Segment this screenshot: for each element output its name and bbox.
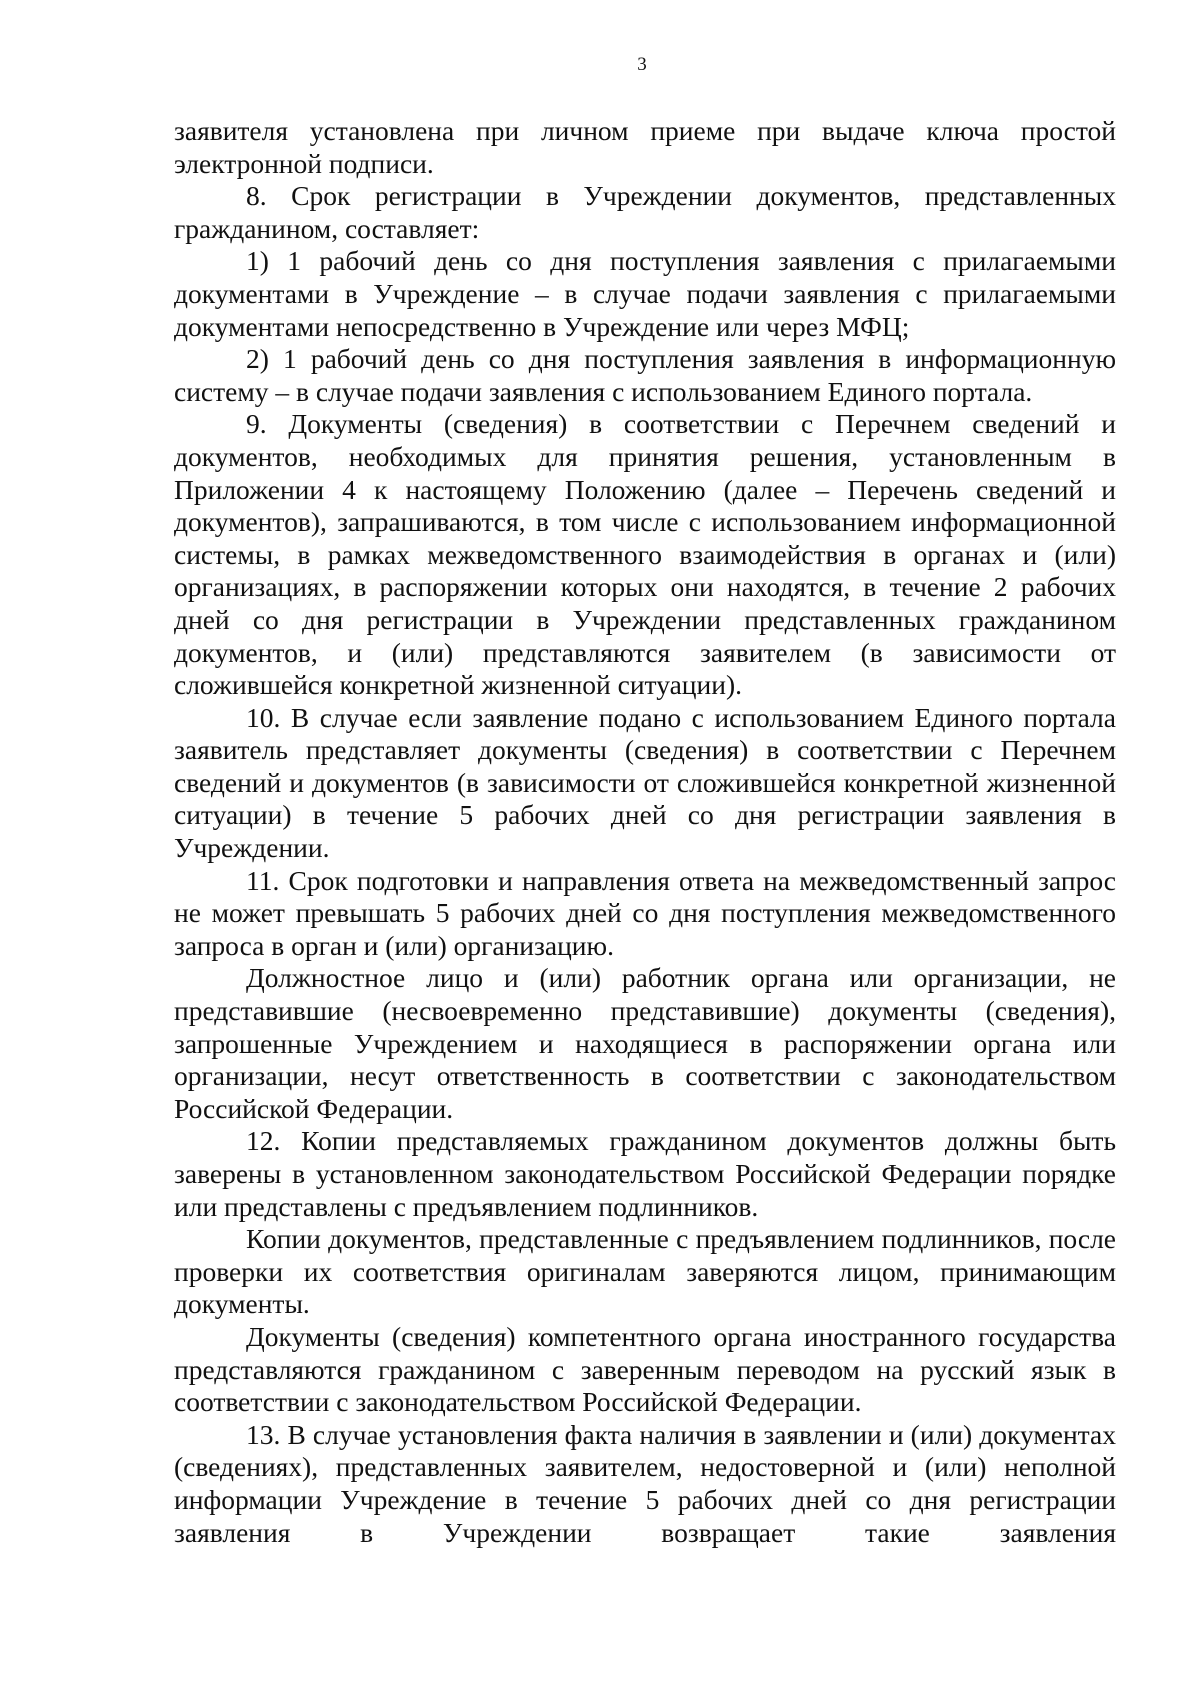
paragraph-subitem-2: 2) 1 рабочий день со дня поступления заявления в информационную систему – в случае подачи заявления с использованием Единого портала. [174, 343, 1116, 407]
page-number: 3 [637, 54, 647, 75]
paragraph-item-13: 13. В случае установления факта наличия в заявлении и (или) документах (сведениях), представленных заявителем, недостоверной и (или) неполной информации Учреждение в течение 5 рабочих дней со дня регистрации заявления в Учреждении возвращает такие заявления [174, 1418, 1116, 1548]
paragraph-item-10: 10. В случае если заявление подано с использованием Единого портала заявитель представляет документы (сведения) в соответствии с Перечнем сведений и документов (в зависимости от сложившейся конкретной жизненной ситуации) в течение 5 рабочих дней со дня регистрации заявления в Учреждении. [174, 701, 1116, 864]
paragraph-subitem-1: 1) 1 рабочий день со дня поступления заявления с прилагаемыми документами в Учреждение – в случае подачи заявления с прилагаемыми документами непосредственно в Учреждение или через МФЦ; [174, 245, 1116, 342]
document-body [174, 115, 1116, 1549]
paragraph-item-12: 12. Копии представляемых гражданином документов должны быть заверены в установленном законодательством Российской Федерации порядке или представлены с предъявлением подлинников. [174, 1125, 1116, 1222]
paragraph-item-8: 8. Срок регистрации в Учреждении документов, представленных гражданином, составляет: [174, 180, 1116, 244]
paragraph-item-9: 9. Документы (сведения) в соответствии с Перечнем сведений и документов, необходимых для принятия решения, установленным в Приложении 4 к настоящему Положению (далее – Перечень сведений и документов), запрашиваются, в том числе с использованием информационной системы, в рамках межведомственного взаимодействия в органах и (или) организациях, в распоряжении которых они находятся, в течение 2 рабочих дней со дня регистрации в Учреждении представленных гражданином документов, и (или) представляются заявителем (в зависимости от сложившейся конкретной жизненной ситуации). [174, 408, 1116, 701]
paragraph-responsibility: Должностное лицо и (или) работник органа или организации, не представившие (несвоевременно представившие) документы (сведения), запрошенные Учреждением и находящиеся в распоряжении органа или организации, несут ответственность в соответствии с законодательством Российской Федерации. [174, 962, 1116, 1124]
paragraph-foreign-documents: Документы (сведения) компетентного органа иностранного государства представляются гражданином с заверенным переводом на русский язык в соответствии с законодательством Российской Федерации. [174, 1320, 1116, 1418]
paragraph-item-11: 11. Срок подготовки и направления ответа на межведомственный запрос не может превышать 5 рабочих дней со дня поступления межведомственного запроса в орган и (или) организацию. [174, 864, 1116, 961]
paragraph-continuation: заявителя установлена при личном приеме при выдаче ключа простой электронной подписи. [174, 115, 1116, 179]
paragraph-copies: Копии документов, представленные с предъявлением подлинников, после проверки их соответствия оригиналам заверяются лицом, принимающим документы. [174, 1223, 1116, 1320]
